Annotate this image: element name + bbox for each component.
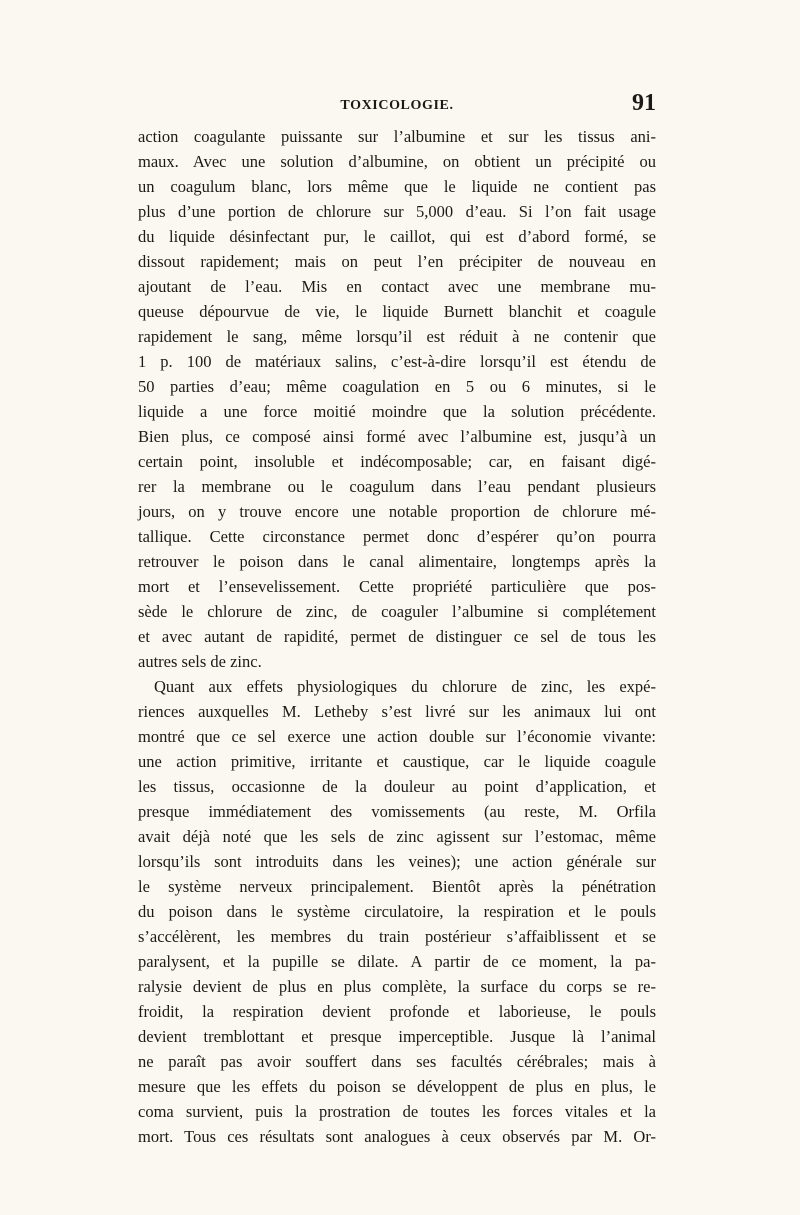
- text-line: 50 parties d’eau; même coagulation en 5 ou 6 minutes, si le: [138, 377, 656, 396]
- text-line: liquide a une force moitié moindre que la solution précédente.: [138, 402, 656, 421]
- text-line: ne paraît pas avoir souffert dans ses facultés cérébrales; mais à: [138, 1052, 656, 1071]
- text-line: devient tremblottant et presque imperceptible. Jusque là l’animal: [138, 1027, 656, 1046]
- text-line: tallique. Cette circonstance permet donc d’espérer qu’on pourra: [138, 527, 656, 546]
- text-line: rapidement le sang, même lorsqu’il est réduit à ne contenir que: [138, 327, 656, 346]
- text-line: mesure que les effets du poison se développent de plus en plus, le: [138, 1077, 656, 1096]
- text-line: retrouver le poison dans le canal alimentaire, longtemps après la: [138, 552, 656, 571]
- text-line: sède le chlorure de zinc, de coaguler l’albumine si complétement: [138, 602, 656, 621]
- text-line: le système nerveux principalement. Bientôt après la pénétration: [138, 877, 656, 896]
- text-line: 1 p. 100 de matériaux salins, c’est-à-dire lorsqu’il est étendu de: [138, 352, 656, 371]
- text-line: riences auxquelles M. Letheby s’est livré sur les animaux lui ont: [138, 702, 656, 721]
- text-line: mort. Tous ces résultats sont analogues à ceux observés par M. Or-: [138, 1127, 656, 1146]
- text-line: du liquide désinfectant pur, le caillot, qui est d’abord formé, se: [138, 227, 656, 246]
- text-line: certain point, insoluble et indécomposable; car, en faisant digé-: [138, 452, 656, 471]
- text-line: froidit, la respiration devient profonde et laborieuse, le pouls: [138, 1002, 656, 1021]
- running-title: TOXICOLOGIE.: [340, 98, 454, 113]
- text-line: autres sels de zinc.: [138, 652, 262, 671]
- text-line: coma survient, puis la prostration de toutes les forces vitales et la: [138, 1102, 656, 1121]
- text-line: jours, on y trouve encore une notable proportion de chlorure mé-: [138, 502, 656, 521]
- body-text: [138, 124, 656, 1149]
- text-line: avait déjà noté que les sels de zinc agissent sur l’estomac, même: [138, 827, 656, 846]
- paragraph: [138, 124, 656, 674]
- text-line: Quant aux effets physiologiques du chlorure de zinc, les expé-: [154, 677, 656, 696]
- text-line: Bien plus, ce composé ainsi formé avec l’albumine est, jusqu’à un: [138, 427, 656, 446]
- text-line: ajoutant de l’eau. Mis en contact avec une membrane mu-: [138, 277, 656, 296]
- text-line: montré que ce sel exerce une action double sur l’économie vivante:: [138, 727, 656, 746]
- text-line: s’accélèrent, les membres du train postérieur s’affaiblissent et se: [138, 927, 656, 946]
- text-line: plus d’une portion de chlorure sur 5,000 d’eau. Si l’on fait usage: [138, 202, 656, 221]
- text-line: presque immédiatement des vomissements (au reste, M. Orfila: [138, 802, 656, 821]
- page-number: 91: [632, 90, 656, 116]
- text-line: un coagulum blanc, lors même que le liquide ne contient pas: [138, 177, 656, 196]
- text-line: ralysie devient de plus en plus complète, la surface du corps se re-: [138, 977, 656, 996]
- text-line: une action primitive, irritante et caustique, car le liquide coagule: [138, 752, 656, 771]
- text-line: du poison dans le système circulatoire, la respiration et le pouls: [138, 902, 656, 921]
- paragraph: [138, 674, 656, 1149]
- text-line: paralysent, et la pupille se dilate. A partir de ce moment, la pa-: [138, 952, 656, 971]
- text-line: dissout rapidement; mais on peut l’en précipiter de nouveau en: [138, 252, 656, 271]
- text-line: maux. Avec une solution d’albumine, on obtient un précipité ou: [138, 152, 656, 171]
- text-line: rer la membrane ou le coagulum dans l’eau pendant plusieurs: [138, 477, 656, 496]
- text-line: queuse dépourvue de vie, le liquide Burnett blanchit et coagule: [138, 302, 656, 321]
- text-line: et avec autant de rapidité, permet de distinguer ce sel de tous les: [138, 627, 656, 646]
- text-line: action coagulante puissante sur l’albumine et sur les tissus ani-: [138, 127, 656, 146]
- text-line: mort et l’ensevelissement. Cette propriété particulière que pos-: [138, 577, 656, 596]
- text-line: les tissus, occasionne de la douleur au point d’application, et: [138, 777, 656, 796]
- text-line: lorsqu’ils sont introduits dans les veines); une action générale sur: [138, 852, 656, 871]
- running-header: [138, 92, 656, 122]
